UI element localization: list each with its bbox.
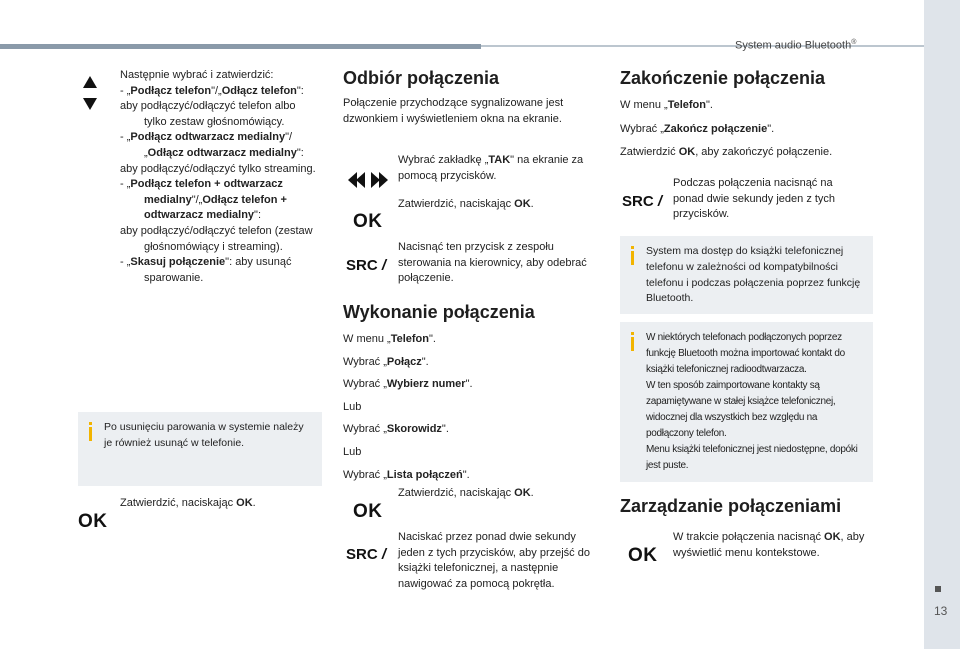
col1-item1-desc: aby podłączyć/odłączyć telefon albo tylko zestaw głośnomówiący. <box>120 100 296 128</box>
col1-item2: - „Podłącz odtwarzacz medialny"/„Odłącz odtwarzacz medialny": <box>120 131 304 160</box>
col2-intro: Połączenie przychodzące sygnalizowane jest dzwonkiem i wyświetleniem okna na ekranie. <box>343 97 564 125</box>
col2-step4: Zatwierdzić, naciskając OK. <box>398 487 534 499</box>
col3-menu-steps <box>620 98 870 161</box>
page-sidebar <box>924 0 960 649</box>
col3-menu2: Wybrać „Zakończ połączenie". <box>620 122 775 135</box>
page-marker <box>935 586 941 592</box>
col1-info-note: Po usunięciu parowania w systemie należy je również usunąć w telefonie. <box>78 412 322 486</box>
col2-menu-steps <box>343 332 593 483</box>
col2-menu5: Wybrać „Lista połączeń". <box>343 468 470 481</box>
src-button-icon: SRC / <box>346 257 387 274</box>
ok-icon: OK <box>628 545 658 566</box>
col2-menu2: Wybrać „Połącz". <box>343 355 429 368</box>
col3-info-note-1: System ma dostęp do książki telefonicznej telefonu w zależności od kompatybilności telefonu i podczas połączenia poprzez funkcję Bluetooth. <box>620 236 873 314</box>
col2-step5: Naciskać przez ponad dwie sekundy jeden z tych przycisków, aby przejść do książki telefonicznej, a następnie nawigować za pomocą pokrętła. <box>398 531 590 590</box>
ok-icon: OK <box>353 501 383 522</box>
col2-step1: Wybrać zakładkę „TAK" na ekranie za pomocą przycisków. <box>398 154 584 182</box>
src-button-icon: SRC / <box>346 546 387 563</box>
heading-manage-calls: Zarządzanie połączeniami <box>620 496 842 516</box>
col1-confirm: Zatwierdzić, naciskając OK. <box>120 497 256 509</box>
col3-menu1: W menu „Telefon". <box>620 99 713 111</box>
col1-item3: - „Podłącz telefon + odtwarzacz medialny"/„Odłącz telefon + odtwarzacz medialny": <box>120 178 287 222</box>
col2-menu1: W menu „Telefon". <box>343 333 436 345</box>
col1-item1: - „Podłącz telefon"/„Odłącz telefon": <box>120 84 304 97</box>
col2-step2: Zatwierdzić, naciskając OK. <box>398 198 534 210</box>
ok-icon: OK <box>353 211 383 232</box>
col1-item3-desc: aby podłączyć/odłączyć telefon (zestaw głośnomówiący i streaming). <box>120 225 313 253</box>
col3-menu3: Zatwierdzić OK, aby zakończyć połączenie. <box>620 146 833 159</box>
col2-or1: Lub <box>343 400 362 413</box>
col1-item2-desc: aby podłączyć/odłączyć tylko streaming. <box>120 162 316 175</box>
col2-step3: Nacisnąć ten przycisk z zespołu sterowania na kierownicy, aby odebrać połączenie. <box>398 241 587 285</box>
ok-icon: OK <box>78 511 108 532</box>
heading-end-call: Zakończenie połączenia <box>620 68 826 88</box>
src-button-icon: SRC / <box>622 193 663 210</box>
col2-menu3: Wybrać „Wybierz numer". <box>343 378 473 391</box>
col3-src-text: Podczas połączenia nacisnąć na ponad dwie sekundy jeden z tych przycisków. <box>673 177 836 221</box>
col3-info-note-2: W niektórych telefonach podłączonych poprzez funkcję Bluetooth można importować kontakt do książki telefonicznej radioodtwarzacza. W ten sposób zaimportowane kontakty są zapamiętywane w stałej książce telefonicznej, widocznej dla wszystkich bez względu na podłączony telefon. Menu książki telefonicznej jest niedostępne, dopóki jest puste. <box>620 322 873 482</box>
header-rule-thin <box>481 45 924 47</box>
col1-item4: - „Skasuj połączenie": aby usunąć sparowanie. <box>120 256 292 284</box>
col2-or2: Lub <box>343 446 362 459</box>
up-down-arrows-icon <box>82 76 98 116</box>
col3-manage-text: W trakcie połączenia nacisnąć OK, aby wyświetlić menu kontekstowe. <box>673 531 865 559</box>
header-rule <box>0 44 481 49</box>
left-right-arrows-icon <box>348 172 388 194</box>
section-title: System audio Bluetooth® <box>735 39 857 52</box>
page-number: 13 <box>934 604 948 618</box>
col1-intro: Następnie wybrać i zatwierdzić: <box>120 69 274 81</box>
col2-menu4: Wybrać „Skorowidz". <box>343 423 449 436</box>
heading-answer-call: Odbiór połączenia <box>343 68 500 88</box>
heading-make-call: Wykonanie połączenia <box>343 302 535 322</box>
col1-text <box>120 68 320 287</box>
